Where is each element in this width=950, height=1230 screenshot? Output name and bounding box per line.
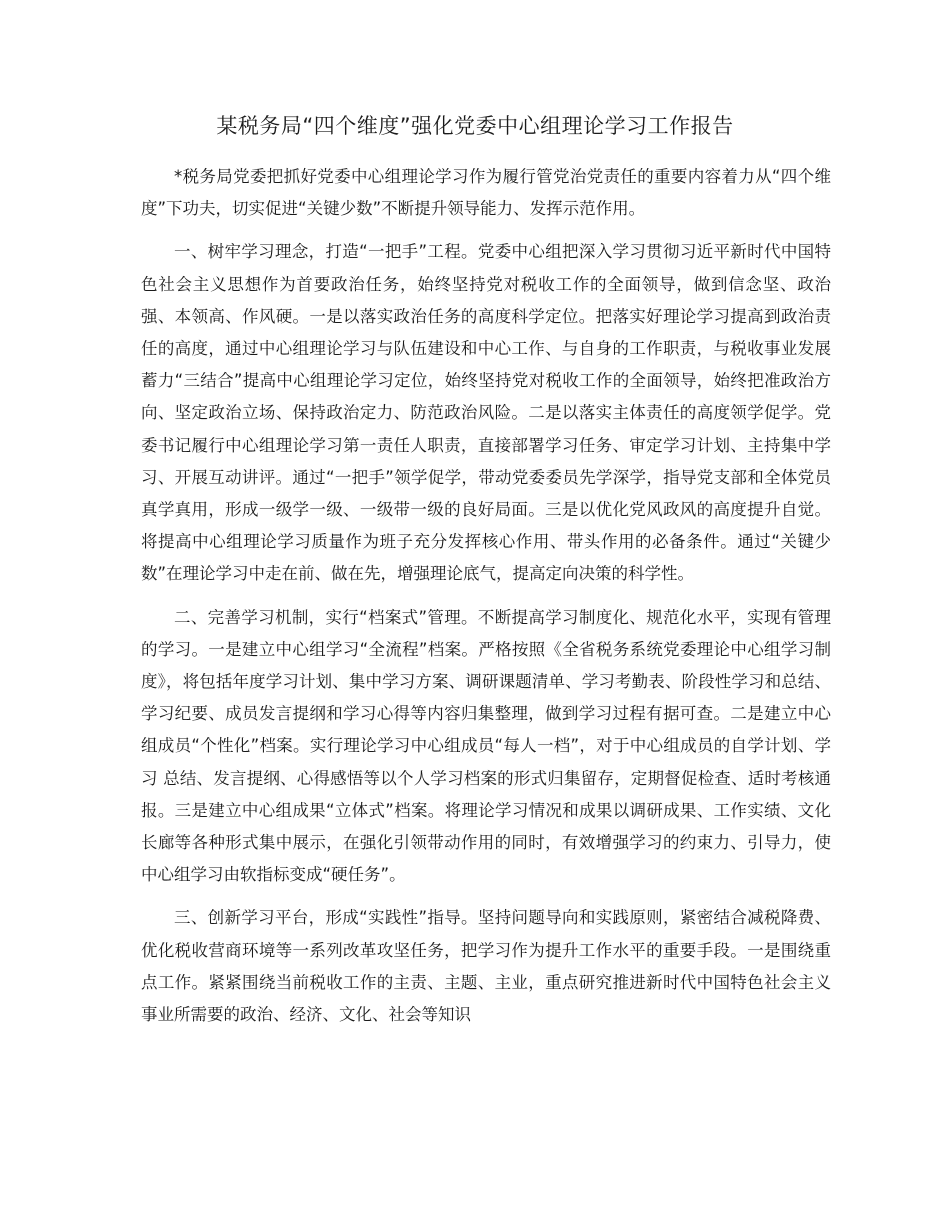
- document-body: [141, 161, 831, 1031]
- section-3-paragraph: 三、创新学习平台，形成“实践性”指导。坚持问题导向和实践原则，紧密结合减税降费、优化税收营商环境等一系列改革攻坚任务，把学习作为提升工作水平的重要手段。一是围绕重点工作。紧紧围绕当前税收工作的主责、主题、主业，重点研究推进新时代中国特色社会主义事业所需要的政治、经济、文化、社会等知识: [141, 908, 831, 1025]
- document-title: 某税务局“四个维度”强化党委中心组理论学习工作报告: [216, 114, 734, 138]
- section-2-paragraph: 二、完善学习机制，实行“档案式”管理。不断提高学习制度化、规范化水平，实现有管理的学习。一是建立中心组学习“全流程”档案。严格按照《全省税务系统党委理论中心组学习制度》，将包括年度学习计划、集中学习方案、调研课题清单、学习考勤表、阶段性学习和总结、学习纪要、成员发言提纲和学习心得等内容归集整理，做到学习过程有据可查。二是建立中心组成员“个性化”档案。实行理论学习中心组成员“每人一档”，对于中心组成员的自学计划、学习 总结、发言提纲、心得感悟等以个人学习档案的形式归集留存，定期督促检查、适时考核通报。三是建立中心组成果“立体式”档案。将理论学习情况和成果以调研成果、工作实绩、文化长廊等各种形式集中展示，在强化引领带动作用的同时，有效增强学习的约束力、引导力，使中心组学习由软指标变成“硬任务”。: [141, 607, 831, 885]
- intro-paragraph: *税务局党委把抓好党委中心组理论学习作为履行管党治党责任的重要内容着力从“四个维度”下功夫，切实促进“关键少数”不断提升领导能力、发挥示范作用。: [141, 167, 831, 219]
- section-1-paragraph: 一、树牢学习理念，打造“一把手”工程。党委中心组把深入学习贯彻习近平新时代中国特色社会主义思想作为首要政治任务，始终坚持党对税收工作的全面领导，做到信念坚、政治强、本领高、作风硬。一是以落实政治任务的高度科学定位。把落实好理论学习提高到政治责任的高度，通过中心组理论学习与队伍建设和中心工作、与自身的工作职责，与税收事业发展蓄力“三结合”提高中心组理论学习定位，始终坚持党对税收工作的全面领导，始终把准政治方向、坚定政治立场、保持政治定力、防范政治风险。二是以落实主体责任的高度领学促学。党委书记履行中心组理论学习第一责任人职责，直接部署学习任务、审定学习计划、主持集中学习、开展互动讲评。通过“一把手”领学促学，带动党委委员先学深学，指导党支部和全体党员真学真用，形成一级学一级、一级带一级的良好局面。三是以优化党风政风的高度提升自觉。将提高中心组理论学习质量作为班子充分发挥核心作用、带头作用的必备条件。通过“关键少数”在理论学习中走在前、做在先，增强理论底气，提高定向决策的科学性。: [141, 242, 831, 584]
